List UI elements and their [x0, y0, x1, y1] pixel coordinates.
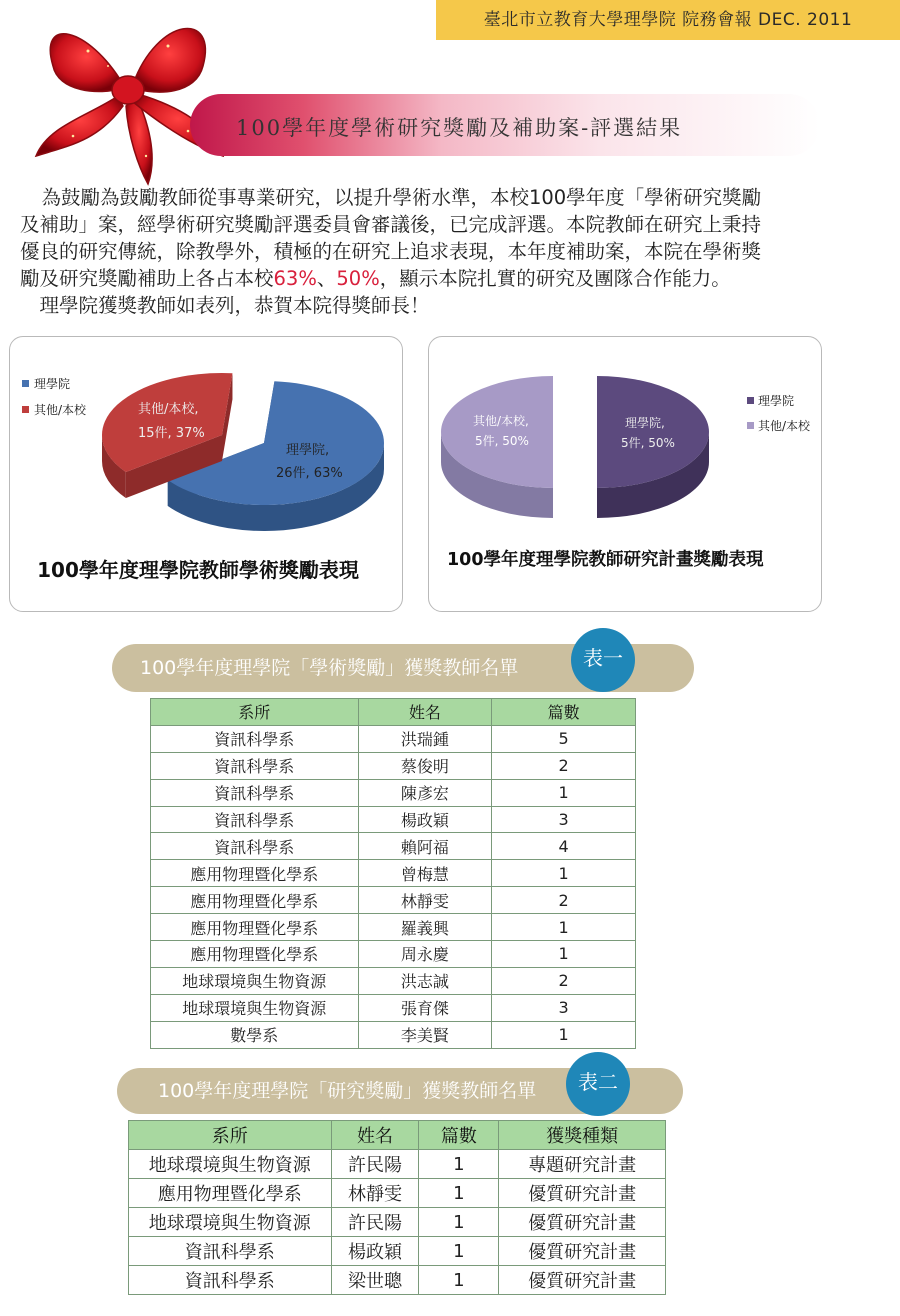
- legend-swatch: [747, 422, 754, 429]
- table-cell: 陳彥宏: [358, 779, 492, 806]
- table-row: [151, 887, 636, 914]
- table-cell: 楊政穎: [358, 806, 492, 833]
- table-cell: 蔡俊明: [358, 752, 492, 779]
- intro-line: [20, 184, 880, 211]
- chart-title: 100學年度理學院教師研究計畫獎勵表現: [447, 550, 764, 570]
- ribbon-bow-icon: [28, 6, 228, 186]
- table-row: [151, 806, 636, 833]
- intro-line: 優良的研究傳統，除教學外，積極的在研究上追求表現，本年度補助案，本院在學術獎: [20, 240, 762, 263]
- column-header: 系所: [129, 1121, 332, 1150]
- table-cell: 4: [492, 833, 636, 860]
- column-header: 獲獎種類: [499, 1121, 666, 1150]
- data-label: 其他/本校,: [138, 402, 199, 417]
- table-cell: 2: [492, 752, 636, 779]
- table-cell: 1: [492, 1021, 636, 1048]
- table-cell: 地球環境與生物資源: [129, 1150, 332, 1179]
- column-header: 姓名: [358, 699, 492, 726]
- data-label: 5件, 50%: [621, 436, 675, 450]
- intro-text: 、: [316, 267, 337, 290]
- highlight-percent-2: 50%: [336, 267, 380, 290]
- pie-chart-research-award: [429, 337, 821, 611]
- table-row: [129, 1266, 666, 1295]
- table-row: [151, 967, 636, 994]
- table-cell: 應用物理暨化學系: [151, 887, 359, 914]
- table-row: [151, 725, 636, 752]
- chart-title: 100學年度理學院教師學術獎勵表現: [37, 558, 359, 582]
- chart-frame-research-award: [428, 336, 822, 612]
- column-header: 篇數: [419, 1121, 499, 1150]
- table-cell: 優質研究計畫: [499, 1237, 666, 1266]
- intro-line: [20, 265, 880, 292]
- table-cell: 周永慶: [358, 941, 492, 968]
- table-cell: 1: [419, 1208, 499, 1237]
- table-cell: 1: [492, 779, 636, 806]
- table-cell: 資訊科學系: [129, 1266, 332, 1295]
- data-label: 理學院,: [286, 443, 330, 458]
- table-row: [151, 941, 636, 968]
- academic-award-table: [150, 698, 636, 1049]
- table-cell: 曾梅慧: [358, 860, 492, 887]
- intro-text: 為鼓勵為鼓勵教師從事專業研究，以提升學術水準，本校100學年度「學術研究獎勵: [41, 186, 762, 209]
- table-row: [129, 1208, 666, 1237]
- table-cell: 林靜雯: [358, 887, 492, 914]
- intro-text: ，顯示本院扎實的研究及團隊合作能力。: [379, 267, 731, 290]
- intro-paragraph: [20, 184, 880, 319]
- table-cell: 張育傑: [358, 994, 492, 1021]
- data-label: 5件, 50%: [475, 434, 529, 448]
- table-cell: 數學系: [151, 1021, 359, 1048]
- table-cell: 優質研究計畫: [499, 1179, 666, 1208]
- table-cell: 洪志誠: [358, 967, 492, 994]
- intro-text: 理學院獲獎教師如表列，恭賀本院得獎師長！: [39, 294, 430, 317]
- table-cell: 資訊科學系: [129, 1237, 332, 1266]
- table-row: [151, 833, 636, 860]
- table-cell: 李美賢: [358, 1021, 492, 1048]
- table-cell: 1: [419, 1179, 499, 1208]
- data-label: 15件, 37%: [138, 426, 205, 441]
- table-cell: 2: [492, 887, 636, 914]
- table-cell: 資訊科學系: [151, 752, 359, 779]
- legend-swatch: [22, 380, 29, 387]
- intro-line: 及補助」案，經學術研究獎勵評選委員會審議後，已完成評選。本院教師在研究上秉持: [20, 213, 762, 236]
- chart-frame-academic-award: [9, 336, 403, 612]
- table-cell: 許民陽: [331, 1208, 419, 1237]
- table-cell: 2: [492, 967, 636, 994]
- table-row: [151, 914, 636, 941]
- table-row: [151, 779, 636, 806]
- page-title: 100學年度學術研究獎勵及補助案-評選結果: [236, 116, 683, 140]
- table-cell: 1: [492, 914, 636, 941]
- table-row: [151, 1021, 636, 1048]
- table-cell: 楊政穎: [331, 1237, 419, 1266]
- table-cell: 洪瑞鍾: [358, 725, 492, 752]
- table-cell: 1: [492, 941, 636, 968]
- table-cell: 1: [419, 1150, 499, 1179]
- table-cell: 優質研究計畫: [499, 1266, 666, 1295]
- data-label: 26件, 63%: [276, 466, 343, 481]
- legend-label: 理學院: [758, 394, 795, 408]
- legend-label: 理學院: [34, 377, 71, 391]
- legend-swatch: [22, 406, 29, 413]
- pie-chart-academic-award: [10, 337, 402, 611]
- table-cell: 梁世聰: [331, 1266, 419, 1295]
- column-header: 系所: [151, 699, 359, 726]
- table-cell: 資訊科學系: [151, 779, 359, 806]
- table-cell: 資訊科學系: [151, 725, 359, 752]
- table-cell: 應用物理暨化學系: [129, 1179, 332, 1208]
- intro-text: 勵及研究獎勵補助上各占本校: [20, 267, 274, 290]
- table-cell: 地球環境與生物資源: [151, 994, 359, 1021]
- highlight-percent-1: 63%: [273, 267, 317, 290]
- table-cell: 資訊科學系: [151, 806, 359, 833]
- table-header-row: [151, 699, 636, 726]
- table-row: [151, 752, 636, 779]
- legend-swatch: [747, 397, 754, 404]
- table-cell: 專題研究計畫: [499, 1150, 666, 1179]
- table-cell: 許民陽: [331, 1150, 419, 1179]
- table-row: [129, 1237, 666, 1266]
- column-header: 姓名: [331, 1121, 419, 1150]
- table-cell: 3: [492, 994, 636, 1021]
- table-row: [129, 1150, 666, 1179]
- table-cell: 資訊科學系: [151, 833, 359, 860]
- table-cell: 1: [419, 1266, 499, 1295]
- table1-title: 100學年度理學院「學術獎勵」獲獎教師名單: [140, 657, 519, 679]
- table-cell: 1: [419, 1237, 499, 1266]
- table-cell: 3: [492, 806, 636, 833]
- table-cell: 1: [492, 860, 636, 887]
- data-label: 其他/本校,: [473, 414, 529, 428]
- table-row: [129, 1179, 666, 1208]
- table-cell: 應用物理暨化學系: [151, 941, 359, 968]
- table-cell: 應用物理暨化學系: [151, 860, 359, 887]
- legend-label: 其他/本校: [758, 419, 811, 433]
- data-label: 理學院,: [625, 416, 665, 430]
- column-header: 篇數: [492, 699, 636, 726]
- table-cell: 應用物理暨化學系: [151, 914, 359, 941]
- research-award-table: [128, 1120, 666, 1295]
- table-cell: 地球環境與生物資源: [151, 967, 359, 994]
- table-cell: 林靜雯: [331, 1179, 419, 1208]
- table-cell: 羅義興: [358, 914, 492, 941]
- table2-badge: 表二: [566, 1052, 630, 1116]
- table-cell: 優質研究計畫: [499, 1208, 666, 1237]
- newsletter-header: 臺北市立教育大學理學院 院務會報 DEC. 2011: [483, 10, 853, 30]
- table-cell: 地球環境與生物資源: [129, 1208, 332, 1237]
- table2-title: 100學年度理學院「研究獎勵」獲獎教師名單: [158, 1080, 537, 1102]
- legend-label: 其他/本校: [34, 403, 87, 417]
- table-cell: 5: [492, 725, 636, 752]
- table1-badge: 表一: [571, 628, 635, 692]
- table-row: [151, 860, 636, 887]
- table-header-row: [129, 1121, 666, 1150]
- table-cell: 賴阿福: [358, 833, 492, 860]
- table-row: [151, 994, 636, 1021]
- intro-line: [20, 292, 880, 319]
